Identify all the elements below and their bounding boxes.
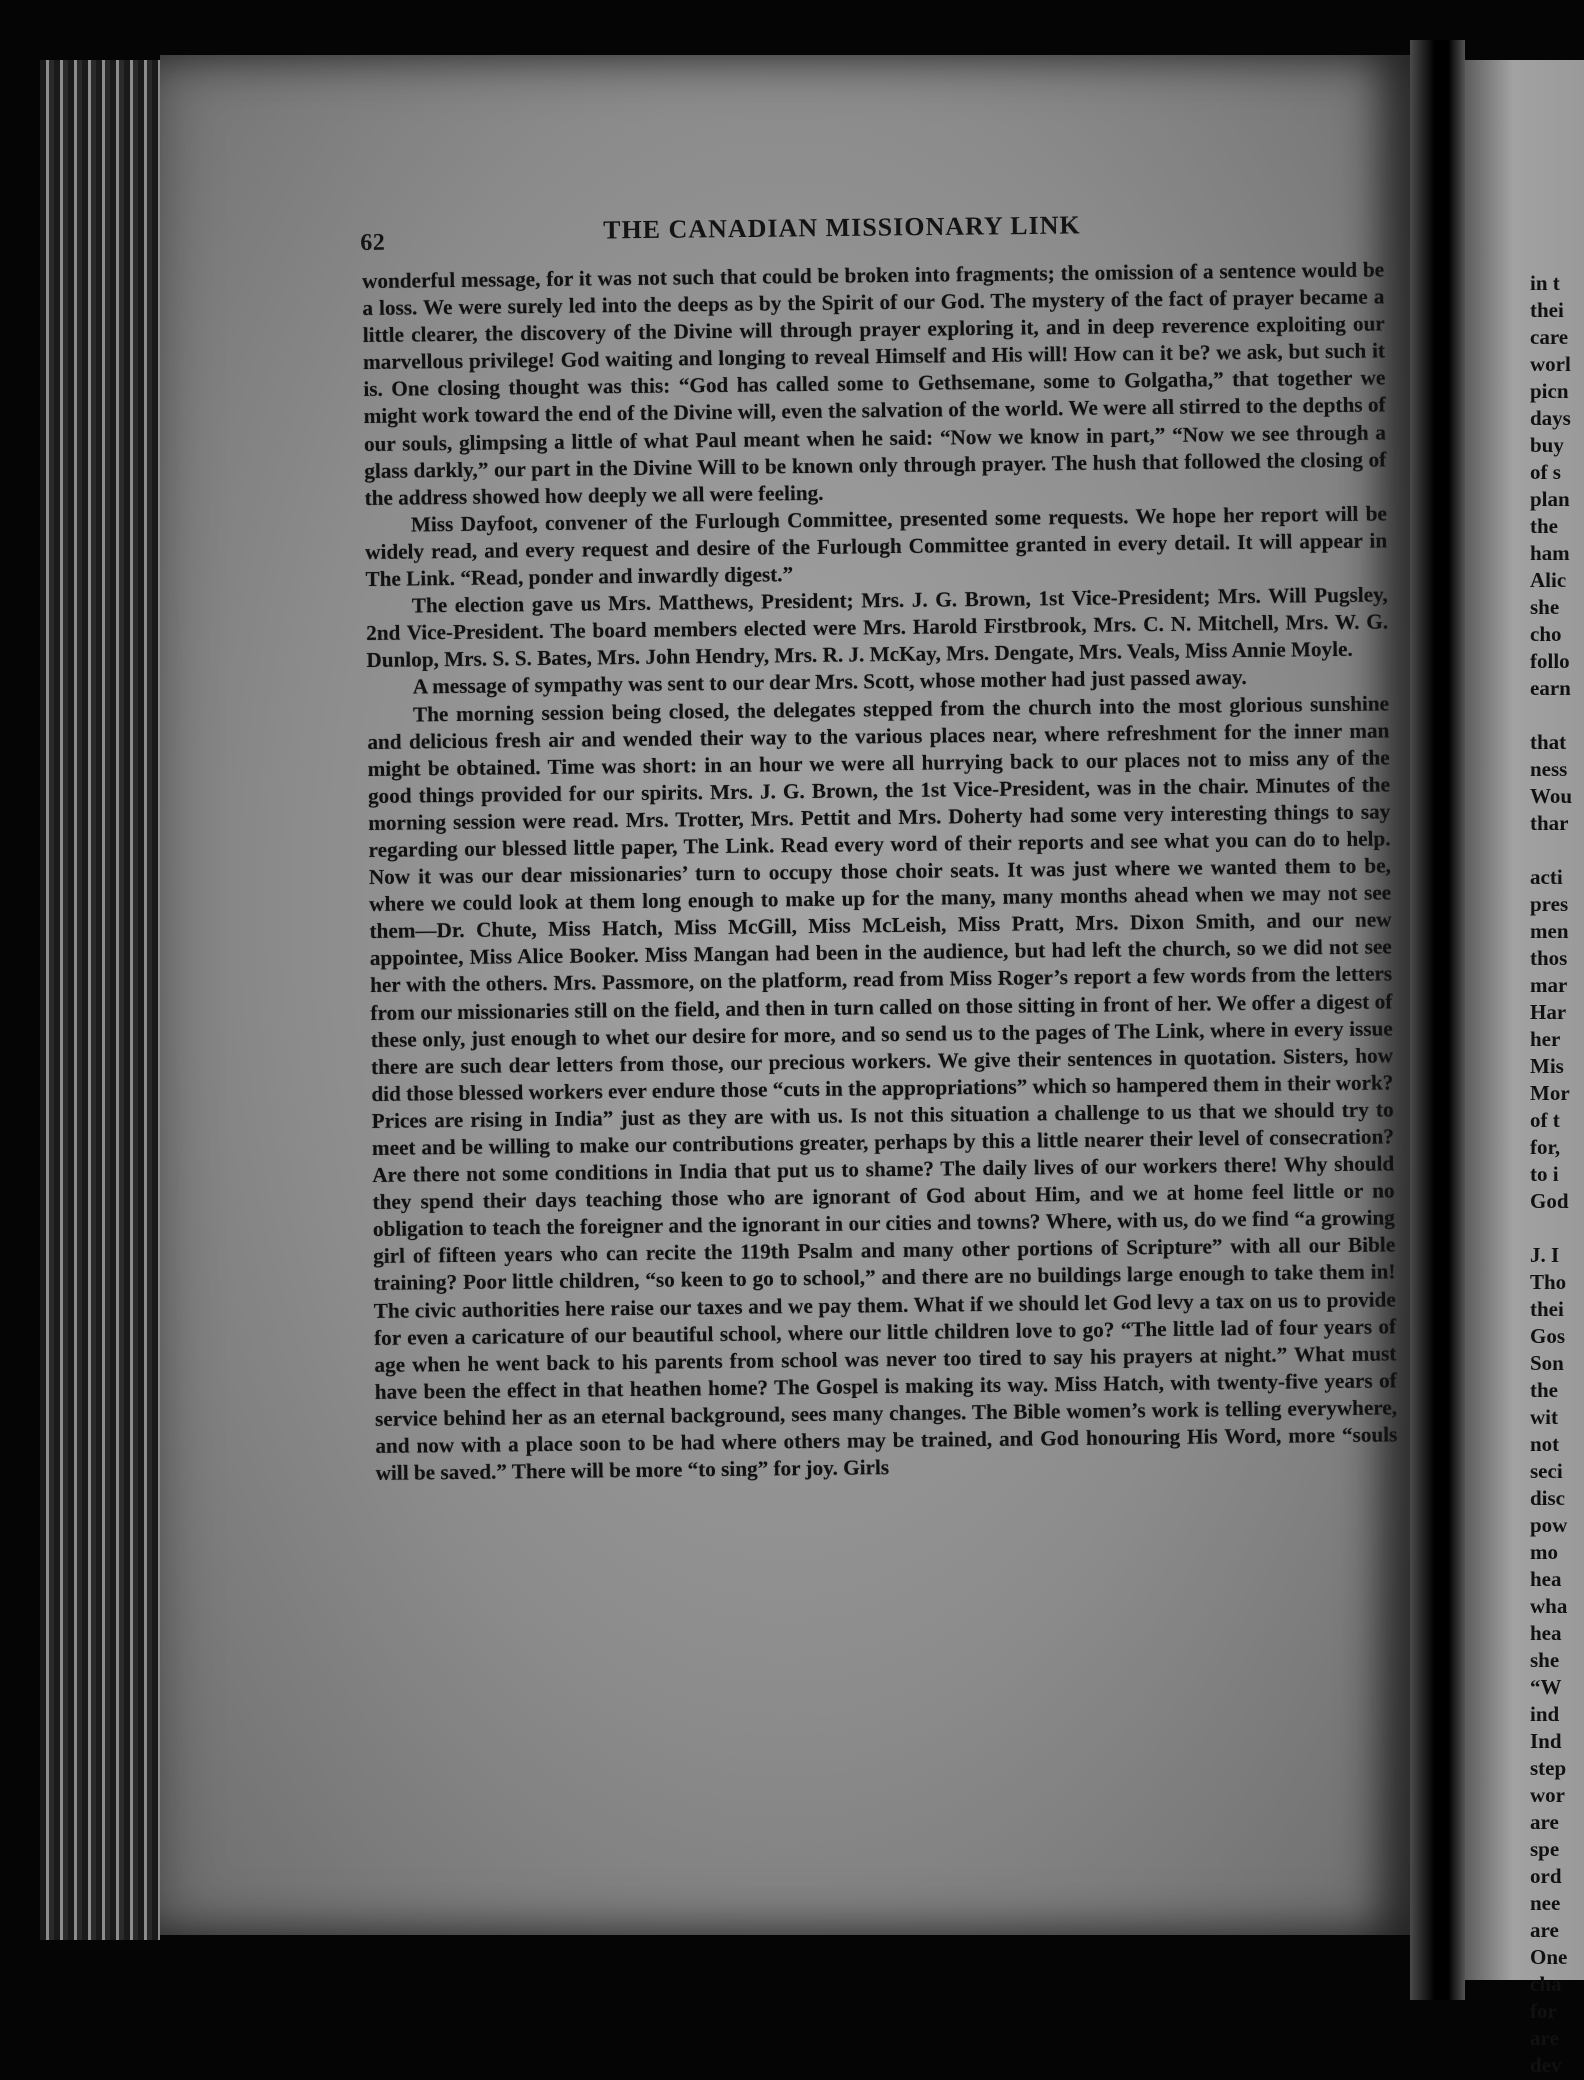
paragraph: wonderful message, for it was not such that could be broken into fragments; the omission of a sentence would be a loss. We were surely led into the deeps as by the Spirit of our God. The mystery of the fact of prayer became a little clearer, the discovery of the Divine will through prayer exploring it, and in deep reverence exploiting our marvellous privilege! God waiting and longing to reveal Himself and His will! How can it be? we ask, but such it is. One closing thought was this: “God has called some to Gethsemane, some to Golgatha,” that together we might work toward the end of the Divine will, even the salvation of the world. We were all stirred to the depths of our souls, glimpsing a little of what Paul meant when he said: “Now we know in part,” “Now we see through a glass darkly,” our part in the Divine Will to be known only through prayer. The hush that followed the closing of the address showed how deeply we all were feeling.	[362, 257, 1387, 510]
facing-page-line: care	[1530, 325, 1569, 349]
facing-page-line: hea	[1530, 1567, 1562, 1591]
facing-page-line: are	[1530, 2026, 1559, 2050]
facing-page-line: her	[1530, 1027, 1561, 1051]
facing-page-line: of s	[1530, 460, 1561, 484]
facing-page-line: pres	[1530, 892, 1569, 916]
paragraph: The morning session being closed, the delegates stepped from the church into the most glorious sunshine and delicious fresh air and wended their way to the various places near, where refreshment for the inner man might be obtained. Time was short: in an hour we were all hurrying back to our places not to miss any of the good things provided for our spirits. Mrs. J. G. Brown, the 1st Vice-President, was in the chair. Minutes of the morning session were read. Mrs. Trotter, Mrs. Pettit and Mrs. Doherty had some very interesting things to say regarding our blessed little paper, The Link. Read every word of their reports and see what you can do to help. Now it was our dear missionaries’ turn to occupy those choir seats. It was just where we wanted them to be, where we could look at them long enough to make up for the many, many months ahead when we may not see them—Dr. Chute, Miss Hatch, Miss McGill, Miss McLeish, Miss Pratt, Mrs. Dixon Smith, and our new appointee, Miss Alice Booker. Miss Mangan had been in the audience, but had left the church, so we did not see her with the others. Mrs. Passmore, on the platform, read from Miss Roger’s report a few words from the letters from our missionaries still on the field, and then in turn called on those sitting in front of her. We offer a digest of these only, just enough to whet our desire for more, and so send us to the pages of The Link, where in every issue there are such dear letters from those, our precious workers. We give their sentences in quotation. Sisters, how did those blessed workers ever endure those “cuts in the appropriations” which so hampered them in their work? Prices are rising in India” just as they are with us. Is not this situation a challenge to us that we should try to meet and be willing to make our contributions greater, perhaps by this a little nearer their level of consecration? Are there not some conditions in India that put us to shame? The daily lives of our workers there! Why should they spend their days teaching those who are ignorant of God about Him, and we at home feel little or no obligation to teach the foreigner and the ignorant in our cities and towns? Where, with us, do we find “a growing girl of fifteen years who can recite the 119th Psalm and many other portions of Scripture” with all our Bible training? Poor little children, “so keen to go to school,” and there are no buildings large enough to take them in! The civic authorities here raise our taxes and we pay them. What if we should let God levy a tax on us to provide for even a caricature of our beautiful school, where our little children love to go? “The little lad of four years of age when he went back to his parents from school was never too tired to say his prayers at night.” What must have been the effect in that heathen home? The Gospel is making its way. Miss Hatch, with twenty-five years of service behind her as an eternal background, sees many changes. The Bible women’s work is telling everywhere, and now with a place soon to be had where others may be trained, and God honouring His Word, more “souls will be saved.” There will be more “to sing” for joy. Girls	[367, 690, 1398, 1486]
facing-page-line: Mis	[1530, 1054, 1564, 1078]
facing-page-line: buy	[1530, 433, 1564, 457]
facing-page-line: not	[1530, 1432, 1560, 1456]
facing-page-line: Gos	[1530, 1324, 1566, 1348]
facing-page-line: nee	[1530, 1891, 1561, 1915]
facing-page-line: in t	[1530, 271, 1560, 295]
facing-page-line: ind	[1530, 1702, 1560, 1726]
facing-page-line: Ind	[1530, 1729, 1562, 1753]
facing-page-line: pow	[1530, 1513, 1568, 1537]
facing-page-line: men	[1530, 919, 1569, 943]
facing-page-line: follo	[1530, 649, 1570, 673]
facing-page-line: of t	[1530, 1108, 1560, 1132]
facing-page-line: ness	[1530, 757, 1568, 781]
facing-page-line: to i	[1530, 1162, 1559, 1186]
article-body	[362, 256, 1398, 1487]
facing-page-line: Wou	[1530, 784, 1573, 808]
facing-page-line: thar	[1530, 811, 1569, 835]
facing-page-line: worl	[1530, 352, 1571, 376]
facing-page-line: cho	[1530, 622, 1562, 646]
book-gutter	[1410, 40, 1465, 2000]
paragraph: Miss Dayfoot, convener of the Furlough Committee, presented some requests. We hope her report will be widely read, and every request and desire of the Furlough Committee granted in every detail. It will appear in The Link. “Read, ponder and inwardly digest.”	[365, 501, 1388, 592]
facing-page-line: Mor	[1530, 1081, 1570, 1105]
facing-page-line: for,	[1530, 1135, 1561, 1159]
facing-page-line: are	[1530, 1918, 1559, 1942]
paragraph: The election gave us Mrs. Matthews, President; Mrs. J. G. Brown, 1st Vice-President; Mrs. Will Pugsley, 2nd Vice-President. The board members elected were Mrs. Harold Firstbrook, Mrs. C. N. Mitchell, Mrs. W. G. Dunlop, Mrs. S. S. Bates, Mrs. John Hendry, Mrs. R. J. McKay, Mrs. Dengate, Mrs. Veals, Miss Annie Moyle.	[366, 582, 1389, 673]
facing-page-line: thos	[1530, 946, 1568, 970]
facing-page-line: mar	[1530, 973, 1568, 997]
facing-page-line	[1530, 702, 1572, 729]
facing-page-line: days	[1530, 406, 1571, 430]
facing-page-line: hea	[1530, 1621, 1562, 1645]
facing-page-line: Alic	[1530, 568, 1567, 592]
facing-page-line: One	[1530, 1945, 1568, 1969]
facing-page-line: seci	[1530, 1459, 1563, 1483]
facing-page-line: J. I	[1530, 1243, 1560, 1267]
facing-page-line: “W	[1530, 1675, 1562, 1699]
facing-page-line: for	[1530, 1999, 1557, 2023]
facing-page-line: wor	[1530, 1783, 1565, 1807]
facing-page-line: that	[1530, 730, 1567, 754]
page-number: 62	[360, 229, 386, 256]
facing-page-line: disc	[1530, 1486, 1566, 1510]
facing-page-line: earn	[1530, 676, 1571, 700]
facing-page-line: picn	[1530, 379, 1569, 403]
facing-page-line: she	[1530, 595, 1560, 619]
facing-page-line: Har	[1530, 1000, 1567, 1024]
facing-page-line	[1530, 1215, 1572, 1242]
facing-page-line: are	[1530, 1810, 1559, 1834]
facing-page-line: plan	[1530, 487, 1570, 511]
facing-page-line: ham	[1530, 541, 1570, 565]
facing-page-line: thei	[1530, 1297, 1564, 1321]
facing-page-line: acti	[1530, 865, 1563, 889]
paragraph: A message of sympathy was sent to our dear Mrs. Scott, whose mother had just passed away.	[412, 665, 1247, 699]
facing-page-line: dev	[1530, 2053, 1562, 2077]
facing-page-line: thei	[1530, 298, 1564, 322]
facing-page-line: Son	[1530, 1351, 1564, 1375]
facing-page-line: God	[1530, 1189, 1569, 1213]
facing-page-line: mo	[1530, 1540, 1558, 1564]
facing-page-line: the	[1530, 514, 1558, 538]
facing-page-line: wit	[1530, 1405, 1558, 1429]
facing-page-text	[1530, 270, 1572, 2079]
facing-page-line: Tho	[1530, 1270, 1567, 1294]
page-edges	[40, 60, 160, 1940]
page-title: THE CANADIAN MISSIONARY LINK	[602, 210, 1081, 245]
facing-page-line: ord	[1530, 1864, 1562, 1888]
facing-page-line: she	[1530, 1648, 1560, 1672]
facing-page-line: the	[1530, 1378, 1558, 1402]
facing-page-line: spe	[1530, 1837, 1560, 1861]
facing-page-line: step	[1530, 1756, 1567, 1780]
facing-page-line: wha	[1530, 1594, 1568, 1618]
facing-page-line	[1530, 837, 1572, 864]
facing-page-line: cha	[1530, 1972, 1562, 1996]
